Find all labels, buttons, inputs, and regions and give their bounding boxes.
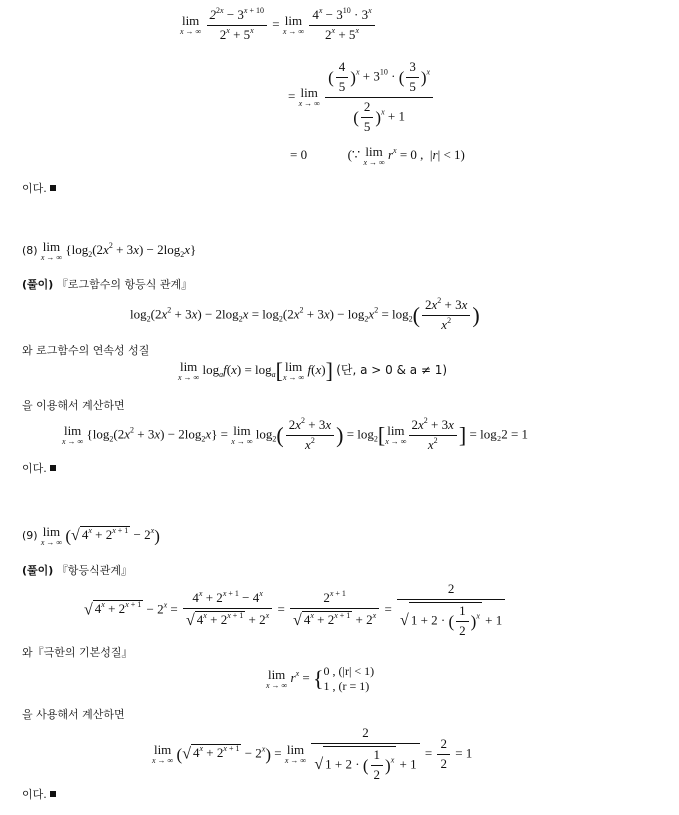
solution-8-label: (풀이) 『로그함수의 항등식 관계』	[22, 278, 193, 291]
limit-operator: lim x → ∞	[40, 239, 63, 262]
fraction: $\frac{2^{2x} - 3^{x + 10}}{2^x + 5^x}$	[207, 8, 267, 43]
limit-operator: lim x → ∞	[266, 667, 288, 690]
limit-operator: lim x → ∞	[40, 524, 63, 547]
problem-9-heading: (9) lim x → ∞ (√ $4^x + 2^{x + 1} - 2^x$)	[22, 524, 160, 547]
limit-operator: lim x → ∞	[283, 359, 305, 382]
qed-mark	[50, 465, 56, 471]
limit-operator: lim x → ∞	[178, 359, 200, 382]
eq-line-3: = 0 (∵ lim x → ∞ $r^x = 0$ , |r| < 1)	[290, 144, 465, 167]
limit-operator: lim x → ∞	[180, 13, 202, 37]
eq-line-1: lim x → ∞ $\frac{2^{2x} - 3^{x + 10}}{2^x + 5^x}$ = lim x → ∞ $\frac{4^x - 3^{10} \cdot 3^x}{2^x + 5^x}$	[180, 8, 377, 43]
text-8a: 와 로그함수의 연속성 성질	[22, 344, 150, 357]
limit-operator: lim x → ∞	[363, 144, 385, 167]
calc-8: lim x → ∞ $\{\log_2(2x^2 + 3x) - 2\log_2x\}$ = lim x → ∞ $\log_2$( $\frac{2x^2 + 3x}{x^2}$ ) = $\log_2$[ lim x → ∞ $\frac{2x^2 + 3x}{x^2}$ ] = log₂2 = 1	[62, 416, 529, 452]
text-9b: 을 사용해서 계산하면	[22, 708, 125, 721]
identity-9: √ $4^x + 2^{x + 1} - 2^x$ = $\frac{4^x + 2^{x + 1} - 4^x}{√ 4^x + 2^{x + 1} + 2^x}$ = $\frac{2^{x + 1}}{√ 4^x + 2^{x + 1} + 2^x}$ = 2 √ 1 + 2 · ( $\frac{1}{2}$ )$^x$ + 1	[84, 582, 507, 639]
eq-line-2: = lim x → ∞ ( $\frac{4}{5}$ )$^x + 3^{10}$ · ( $\frac{3}{5}$ )$^x$ ( $\frac{2}{5}$ )$^x$ + 1	[288, 60, 435, 135]
limit-operator: lim x → ∞	[62, 423, 84, 447]
text-9a: 와『극한의 기본성질』	[22, 646, 133, 659]
limit-operator: lim x → ∞	[298, 85, 320, 109]
limit-basic-9: lim x → ∞ $r^x = \{0$ , (|r| < 1) 1 , (r = 1)	[266, 664, 375, 693]
end-text: 이다.	[22, 460, 56, 476]
limit-operator: lim x → ∞	[385, 423, 407, 447]
qed-mark	[50, 185, 56, 191]
limit-operator: lim x → ∞	[284, 742, 307, 766]
end-text: 이다.	[22, 180, 56, 196]
solution-9-label: (풀이) 『항등식관계』	[22, 564, 132, 577]
continuity-8: lim x → ∞ $\log_af(x) = \log_a$[ lim x → ∞ f(x)] (단, a > 0 & a ≠ 1)	[178, 358, 448, 383]
qed-mark	[50, 791, 56, 797]
problem-8-heading: (8) lim x → ∞ $\{\log_2(2x^2 + 3x) - 2\log_2x\}$	[22, 239, 197, 262]
fraction: ( $\frac{4}{5}$ )$^x + 3^{10}$ · ( $\frac{3}{5}$ )$^x$ ( $\frac{2}{5}$ )$^x$ + 1	[325, 60, 433, 135]
limit-operator: lim x → ∞	[152, 742, 174, 766]
text-8b: 을 이용해서 계산하면	[22, 399, 125, 412]
identity-8: $\log_2(2x^2 + 3x) - 2\log_2x = \log_2(2x^2 + 3x) - \log_2x^2 = \log_2$( $\frac{2x^2 + 3x}{x^2}$ )	[130, 296, 480, 332]
limit-operator: lim x → ∞	[282, 13, 305, 37]
limit-operator: lim x → ∞	[231, 423, 253, 447]
end-text: 이다.	[22, 786, 56, 802]
calc-9: lim x → ∞ (√ $4^x + 2^{x + 1} - 2^x$) = lim x → ∞ 2 √ 1 + 2 · ( $\frac{1}{2}$ )$^x$ + 1 = $\frac{2}{2}$ = 1	[152, 725, 473, 782]
fraction: $\frac{4^x - 3^{10} \cdot 3^x}{2^x + 5^x}$	[309, 8, 374, 43]
